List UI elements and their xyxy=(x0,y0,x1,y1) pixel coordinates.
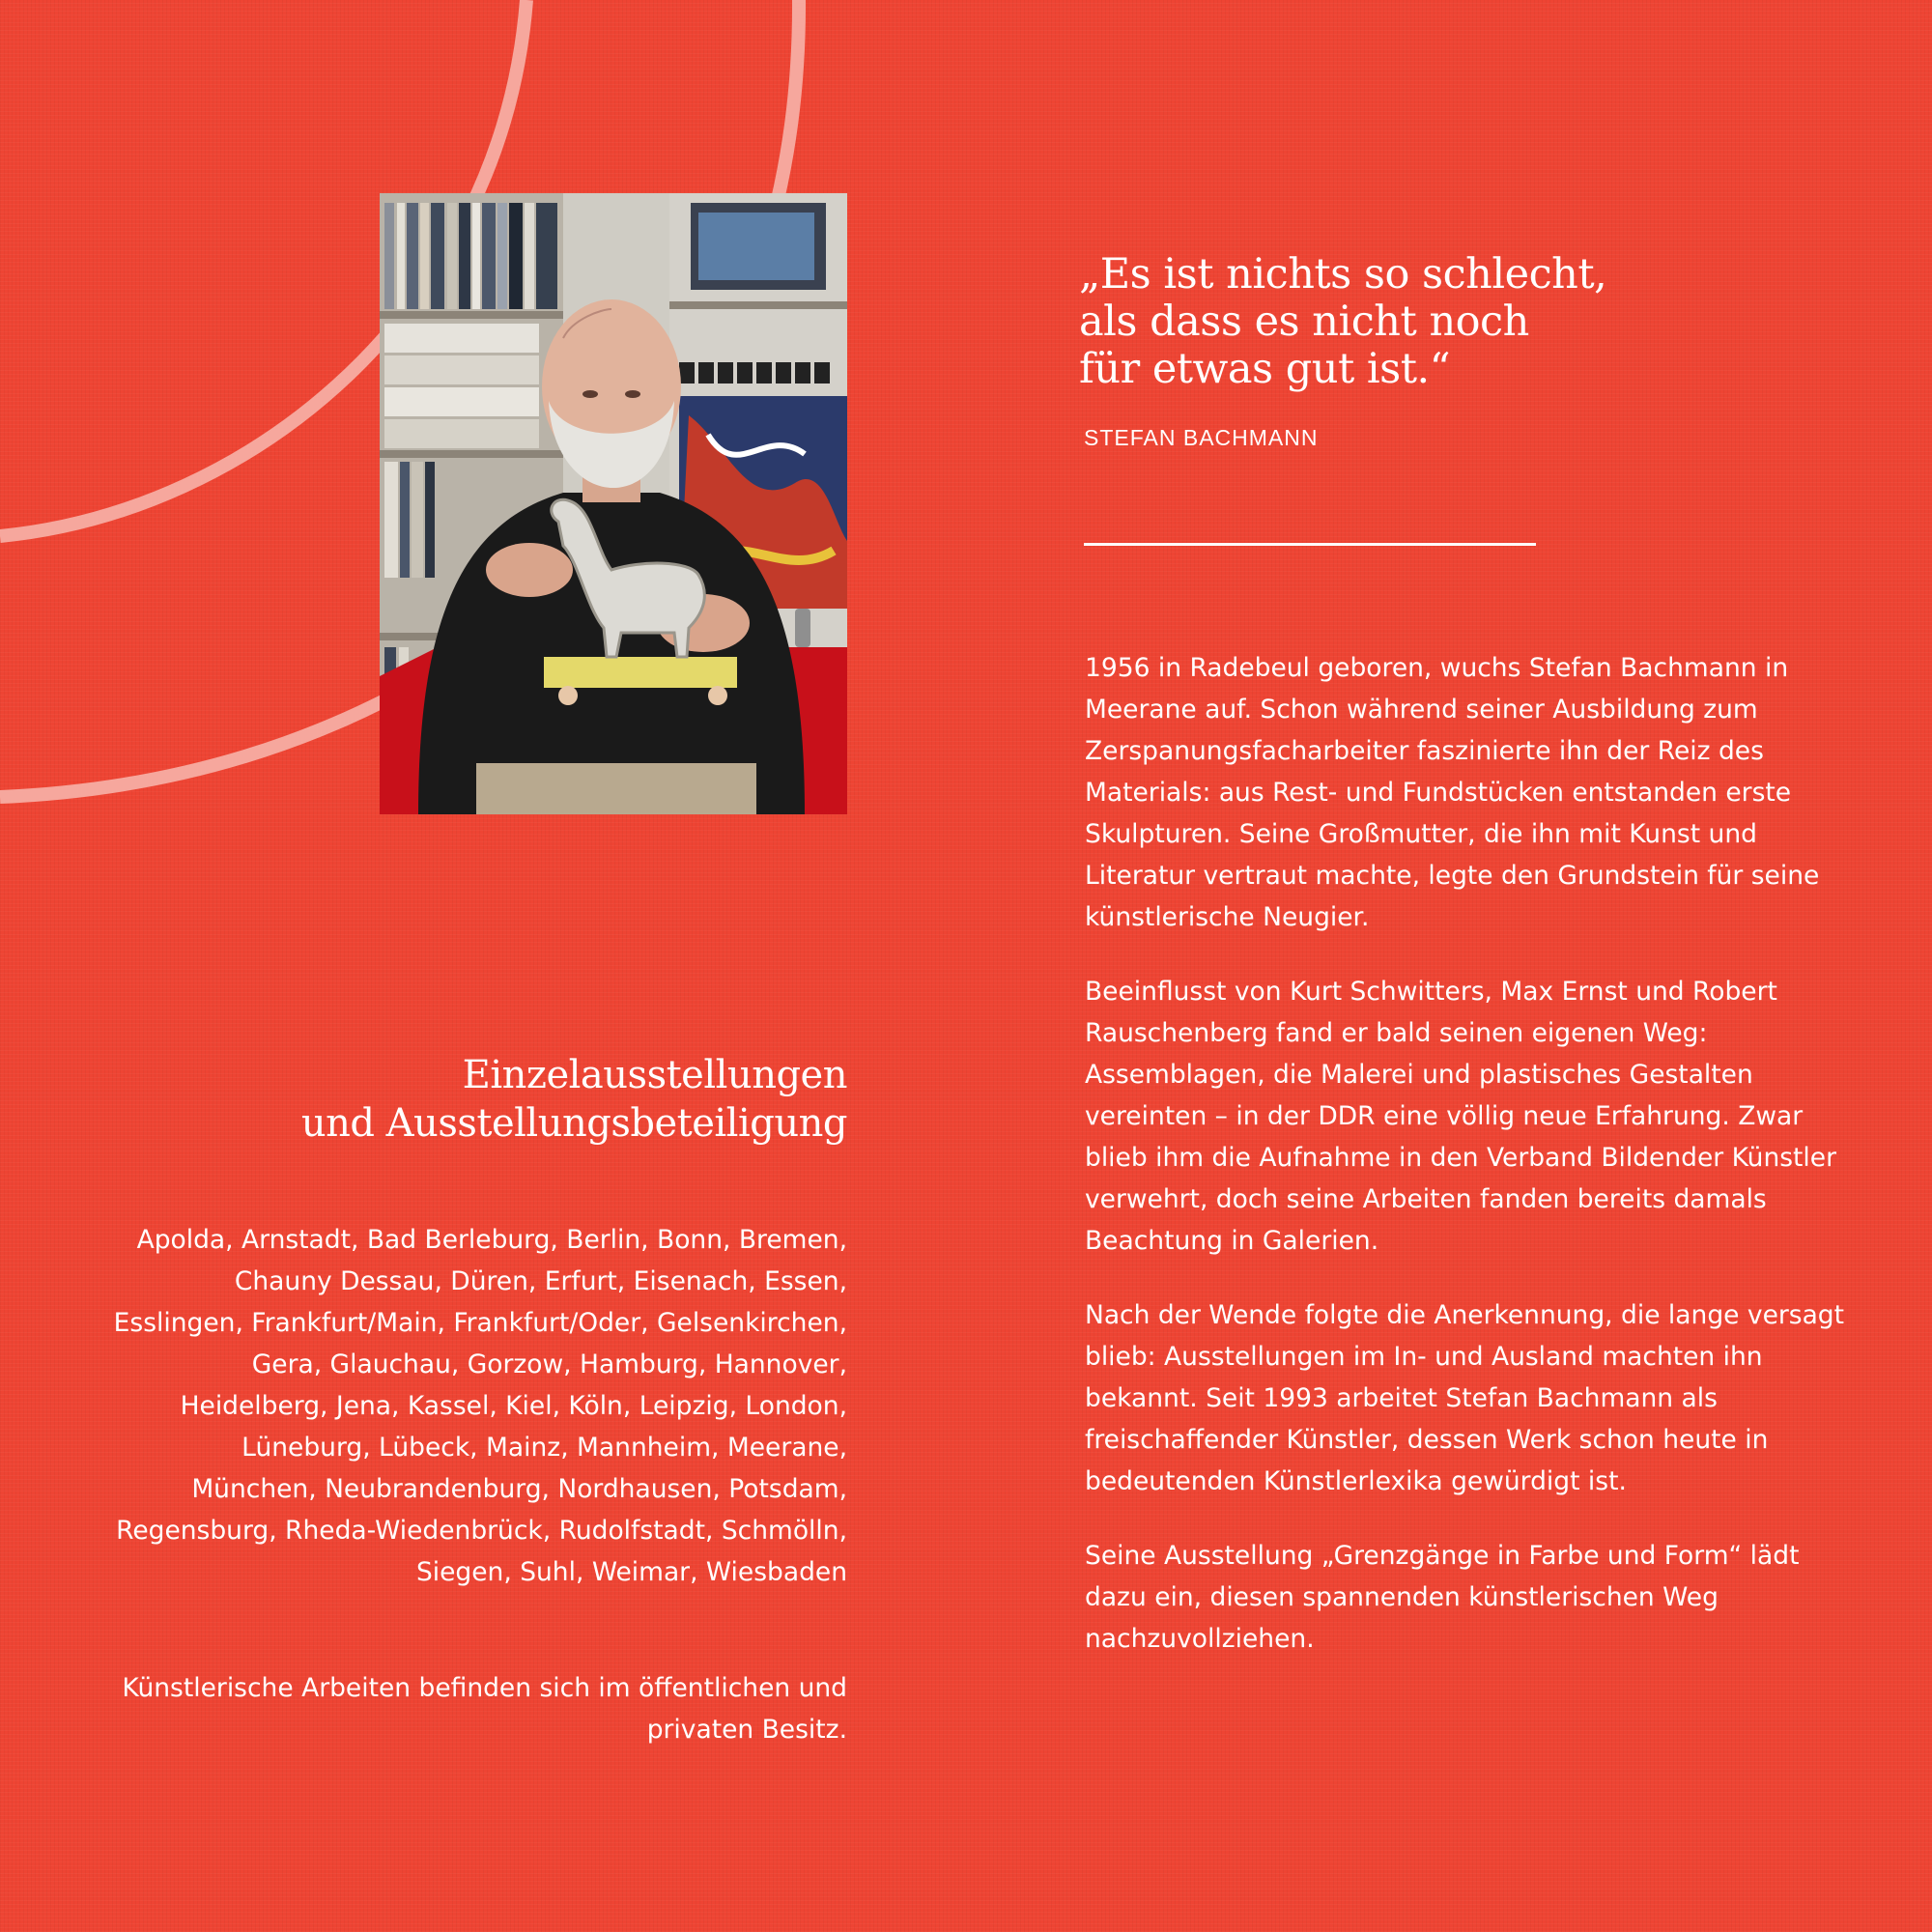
exhibitions-locations: Apolda, Arnstadt, Bad Berleburg, Berlin, Bonn, Bremen, Chauny Dessau, Düren, Erfurt, Eisenach, Essen, Esslingen, Frankfurt/Main, Frankfurt/Oder, Gelsenkirchen, Gera, Glauchau, Gorzow, Hamburg, Hannover, Heidelberg, Jena, Kassel, Kiel, Köln, Leipzig, London, Lüneburg, Lübeck, Mainz, Mannheim, Meerane, München, Neubrandenburg, Nordhausen, Potsdam, Regensburg, Rheda-Wiedenbrück, Rudolfstadt, Schmölln, Siegen, Suhl, Weimar, Wiesbaden xyxy=(113,1225,847,1587)
portrait-photo-icon xyxy=(380,193,847,814)
exhibitions-note: Künstlerische Arbeiten befinden sich im öffentlichen und privaten Besitz. xyxy=(122,1673,847,1745)
biography xyxy=(1085,647,1848,1692)
portrait-photo xyxy=(380,193,847,814)
quote-text: „Es ist nichts so schlecht, als dass es nicht noch für etwas gut ist.“ xyxy=(1079,250,1607,393)
biography-paragraph: Nach der Wende folgte die Anerkennung, die lange versagt blieb: Ausstellungen im In- und Ausland machten ihn bekannt. Seit 1993 arbeitet Stefan Bachmann als freischaffender Künstler, dessen Werk schon heute in bedeutenden Künstlerlexika gewürdigt ist. xyxy=(1085,1300,1845,1496)
biography-paragraph: Seine Ausstellung „Grenzgänge in Farbe und Form“ lädt dazu ein, diesen spannenden künstlerischen Weg nachzuvollziehen. xyxy=(1085,1541,1800,1654)
divider xyxy=(1084,543,1536,546)
quote-author: STEFAN BACHMANN xyxy=(1084,425,1319,450)
biography-paragraph: Beeinflusst von Kurt Schwitters, Max Ernst und Robert Rauschenberg fand er bald seinen eigenen Weg: Assemblagen, die Malerei und plastisches Gestalten vereinten – in der DDR eine völlig neue Erfahrung. Zwar blieb ihm die Aufnahme in den Verband Bildender Künstler verwehrt, doch seine Arbeiten fanden bereits damals Beachtung in Galerien. xyxy=(1085,977,1836,1256)
biography-paragraph: 1956 in Radebeul geboren, wuchs Stefan Bachmann in Meerane auf. Schon während seiner Ausbildung zum Zerspanungsfacharbeiter faszinierte ihn der Reiz des Materials: aus Rest- und Fundstücken entstanden erste Skulpturen. Seine Großmutter, die ihn mit Kunst und Literatur vertraut machte, legte den Grundstein für seine künstlerische Neugier. xyxy=(1085,653,1820,932)
exhibitions-title: Einzelausstellungen und Ausstellungsbeteiligung xyxy=(300,1053,847,1146)
